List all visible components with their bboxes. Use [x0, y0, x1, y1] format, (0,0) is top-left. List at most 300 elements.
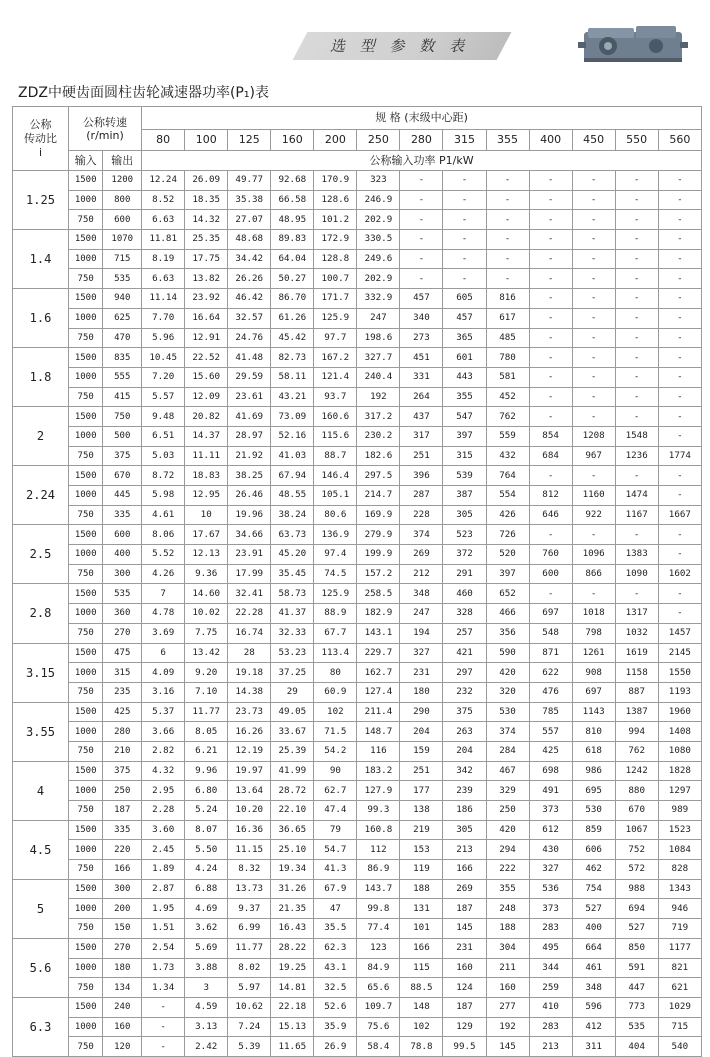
power-cell: 62.3	[314, 938, 357, 958]
power-cell: 148.7	[357, 722, 400, 742]
power-cell: -	[658, 426, 701, 446]
power-cell: 3.16	[142, 682, 185, 702]
power-cell: -	[529, 210, 572, 230]
power-cell: 320	[486, 682, 529, 702]
output-speed-cell: 670	[103, 466, 142, 486]
power-cell: 160.8	[357, 820, 400, 840]
power-cell: 396	[400, 466, 443, 486]
power-cell: 554	[486, 486, 529, 506]
power-cell: 994	[615, 722, 658, 742]
power-cell: 9.20	[185, 663, 228, 683]
power-cell: 198.6	[357, 328, 400, 348]
power-cell: 61.26	[271, 308, 314, 328]
power-cell: 2.82	[142, 741, 185, 761]
power-cell: 1667	[658, 505, 701, 525]
power-cell: 231	[400, 663, 443, 683]
input-speed-cell: 750	[68, 387, 102, 407]
power-cell: 14.38	[228, 682, 271, 702]
power-cell: 342	[443, 761, 486, 781]
power-cell: 5.57	[142, 387, 185, 407]
power-cell: 1343	[658, 879, 701, 899]
power-cell: 290	[400, 702, 443, 722]
power-cell: 36.65	[271, 820, 314, 840]
power-cell: 986	[572, 761, 615, 781]
power-cell: -	[572, 171, 615, 191]
power-cell: 247	[357, 308, 400, 328]
power-cell: 11.65	[271, 1037, 314, 1057]
power-cell: 60.9	[314, 682, 357, 702]
power-cell: 2.87	[142, 879, 185, 899]
power-cell: 13.64	[228, 781, 271, 801]
input-speed-header: 输入	[68, 151, 102, 171]
power-cell: 5.37	[142, 702, 185, 722]
output-speed-cell: 166	[103, 860, 142, 880]
power-cell: -	[529, 328, 572, 348]
power-cell: 67.9	[314, 879, 357, 899]
power-cell: 946	[658, 899, 701, 919]
power-cell: 6.88	[185, 879, 228, 899]
output-speed-cell: 535	[103, 269, 142, 289]
power-cell: 330.5	[357, 230, 400, 250]
power-cell: 762	[486, 407, 529, 427]
power-cell: 19.34	[271, 860, 314, 880]
power-cell: -	[658, 525, 701, 545]
power-cell: 780	[486, 348, 529, 368]
power-cell: 125.9	[314, 308, 357, 328]
size-header-280: 280	[400, 130, 443, 151]
table-row	[13, 407, 702, 427]
power-cell: 13.73	[228, 879, 271, 899]
input-speed-cell: 1000	[68, 781, 102, 801]
ratio-cell: 4.5	[13, 820, 69, 879]
power-cell: 828	[658, 860, 701, 880]
power-cell: 283	[529, 1017, 572, 1037]
power-cell: 12.24	[142, 171, 185, 191]
output-speed-cell: 187	[103, 801, 142, 821]
power-cell: 22.10	[271, 801, 314, 821]
power-cell: 162.7	[357, 663, 400, 683]
power-cell: 410	[529, 997, 572, 1017]
power-cell: 618	[572, 741, 615, 761]
output-speed-cell: 280	[103, 722, 142, 742]
power-cell: 1032	[615, 623, 658, 643]
power-cell: 37.25	[271, 663, 314, 683]
power-cell: -	[658, 348, 701, 368]
power-cell: 279.9	[357, 525, 400, 545]
power-cell: 3.62	[185, 919, 228, 939]
power-cell: 6.80	[185, 781, 228, 801]
power-cell: 10.02	[185, 604, 228, 624]
table-row	[13, 840, 702, 860]
power-cell: 854	[529, 426, 572, 446]
power-cell: 329	[486, 781, 529, 801]
power-cell: 25.35	[185, 230, 228, 250]
power-cell: 89.83	[271, 230, 314, 250]
power-cell: 467	[486, 761, 529, 781]
power-cell: 54.7	[314, 840, 357, 860]
power-cell: 397	[486, 564, 529, 584]
output-speed-cell: 210	[103, 741, 142, 761]
power-cell: 93.7	[314, 387, 357, 407]
power-cell: 4.24	[185, 860, 228, 880]
power-cell: 105.1	[314, 486, 357, 506]
size-header-100: 100	[185, 130, 228, 151]
power-cell: -	[529, 407, 572, 427]
power-cell: 187	[443, 997, 486, 1017]
input-speed-cell: 750	[68, 919, 102, 939]
power-cell: 523	[443, 525, 486, 545]
power-cell: 90	[314, 761, 357, 781]
power-cell: 4.59	[185, 997, 228, 1017]
power-cell: 113.4	[314, 643, 357, 663]
power-cell: 297.5	[357, 466, 400, 486]
power-cell: 10	[185, 505, 228, 525]
output-speed-cell: 500	[103, 426, 142, 446]
power-cell: -	[572, 269, 615, 289]
power-cell: 3.69	[142, 623, 185, 643]
power-cell: 559	[486, 426, 529, 446]
power-cell: 166	[443, 860, 486, 880]
power-cell: 102	[400, 1017, 443, 1037]
power-cell: 2.28	[142, 801, 185, 821]
power-cell: 447	[615, 978, 658, 998]
power-cell: 11.77	[185, 702, 228, 722]
power-cell: 548	[529, 623, 572, 643]
table-row	[13, 230, 702, 250]
power-cell: 213	[529, 1037, 572, 1057]
power-cell: 11.15	[228, 840, 271, 860]
power-cell: 211	[486, 958, 529, 978]
output-speed-cell: 160	[103, 1017, 142, 1037]
power-cell: 612	[529, 820, 572, 840]
power-cell: 437	[400, 407, 443, 427]
size-header-200: 200	[314, 130, 357, 151]
power-cell: 86.9	[357, 860, 400, 880]
power-cell: 697	[529, 604, 572, 624]
power-cell: 420	[486, 820, 529, 840]
power-cell: 1167	[615, 505, 658, 525]
input-speed-cell: 1500	[68, 879, 102, 899]
output-speed-cell: 235	[103, 682, 142, 702]
output-speed-cell: 120	[103, 1037, 142, 1057]
power-cell: 328	[443, 604, 486, 624]
ratio-header: 公称 传动比 i	[13, 107, 69, 171]
table-row	[13, 466, 702, 486]
output-speed-cell: 625	[103, 308, 142, 328]
power-cell: 317	[400, 426, 443, 446]
power-cell: 5.50	[185, 840, 228, 860]
input-speed-cell: 1500	[68, 938, 102, 958]
power-cell: 102	[314, 702, 357, 722]
power-cell: 71.5	[314, 722, 357, 742]
power-cell: 18.35	[185, 190, 228, 210]
power-cell: 34.66	[228, 525, 271, 545]
power-cell: 374	[400, 525, 443, 545]
power-cell: 412	[572, 1017, 615, 1037]
table-row	[13, 446, 702, 466]
power-cell: -	[486, 210, 529, 230]
power-cell: 24.76	[228, 328, 271, 348]
power-cell: 762	[615, 741, 658, 761]
power-cell: 12.19	[228, 741, 271, 761]
power-cell: 229.7	[357, 643, 400, 663]
power-cell: -	[615, 269, 658, 289]
power-cell: -	[658, 249, 701, 269]
power-cell: 695	[572, 781, 615, 801]
input-speed-cell: 1000	[68, 486, 102, 506]
power-cell: 327	[400, 643, 443, 663]
power-cell: -	[486, 269, 529, 289]
power-cell: -	[142, 1037, 185, 1057]
power-cell: 26.26	[228, 269, 271, 289]
power-cell: -	[572, 348, 615, 368]
power-cell: 41.99	[271, 761, 314, 781]
table-row	[13, 505, 702, 525]
power-cell: 5.96	[142, 328, 185, 348]
power-cell: 305	[443, 505, 486, 525]
power-cell: 145	[443, 919, 486, 939]
output-speed-cell: 220	[103, 840, 142, 860]
power-cell: 143.7	[357, 879, 400, 899]
power-cell: 461	[572, 958, 615, 978]
power-cell: 922	[572, 505, 615, 525]
power-cell: 5.24	[185, 801, 228, 821]
power-cell: 6.51	[142, 426, 185, 446]
power-cell: 7.70	[142, 308, 185, 328]
input-speed-cell: 1000	[68, 840, 102, 860]
table-row	[13, 348, 702, 368]
power-cell: 5.39	[228, 1037, 271, 1057]
power-cell: 387	[443, 486, 486, 506]
power-cell: 166	[400, 938, 443, 958]
power-cell: -	[572, 289, 615, 309]
input-speed-cell: 1000	[68, 367, 102, 387]
power-cell: 6.63	[142, 269, 185, 289]
power-cell: 180	[400, 682, 443, 702]
power-cell: 1018	[572, 604, 615, 624]
table-row	[13, 328, 702, 348]
power-cell: 425	[529, 741, 572, 761]
power-cell: 373	[529, 899, 572, 919]
table-row	[13, 801, 702, 821]
ratio-cell: 1.8	[13, 348, 69, 407]
input-speed-cell: 1000	[68, 722, 102, 742]
power-cell: 617	[486, 308, 529, 328]
power-cell: 16.64	[185, 308, 228, 328]
power-cell: -	[615, 367, 658, 387]
power-cell: 11.14	[142, 289, 185, 309]
output-speed-cell: 180	[103, 958, 142, 978]
power-cell: 263	[443, 722, 486, 742]
power-cell: 32.33	[271, 623, 314, 643]
power-cell: 64.04	[271, 249, 314, 269]
power-cell: -	[615, 584, 658, 604]
power-cell: 491	[529, 781, 572, 801]
power-cell: 2.45	[142, 840, 185, 860]
power-cell: 457	[400, 289, 443, 309]
power-cell: 10.45	[142, 348, 185, 368]
power-cell: 183.2	[357, 761, 400, 781]
power-cell: 12.09	[185, 387, 228, 407]
output-speed-cell: 375	[103, 446, 142, 466]
power-cell: 35.9	[314, 1017, 357, 1037]
power-cell: 715	[658, 1017, 701, 1037]
size-header-355: 355	[486, 130, 529, 151]
power-cell: 136.9	[314, 525, 357, 545]
power-cell: 109.7	[357, 997, 400, 1017]
power-cell: 97.7	[314, 328, 357, 348]
input-speed-cell: 1500	[68, 997, 102, 1017]
table-row	[13, 741, 702, 761]
input-speed-cell: 1500	[68, 289, 102, 309]
power-cell: -	[658, 289, 701, 309]
power-cell: 7.75	[185, 623, 228, 643]
power-cell: 785	[529, 702, 572, 722]
power-cell: 430	[529, 840, 572, 860]
input-speed-cell: 1000	[68, 663, 102, 683]
power-cell: 188	[400, 879, 443, 899]
table-row	[13, 210, 702, 230]
power-cell: 246.9	[357, 190, 400, 210]
power-cell: 2145	[658, 643, 701, 663]
power-cell: 694	[615, 899, 658, 919]
power-cell: 19.97	[228, 761, 271, 781]
power-cell: 420	[486, 663, 529, 683]
power-cell: -	[572, 584, 615, 604]
power-cell: 19.18	[228, 663, 271, 683]
power-cell: 6.99	[228, 919, 271, 939]
input-speed-cell: 1500	[68, 525, 102, 545]
power-cell: 121.4	[314, 367, 357, 387]
power-cell: 248	[486, 899, 529, 919]
output-speed-cell: 375	[103, 761, 142, 781]
power-cell: 2.95	[142, 781, 185, 801]
input-speed-cell: 1000	[68, 604, 102, 624]
power-cell: 188	[486, 919, 529, 939]
input-speed-cell: 1500	[68, 643, 102, 663]
power-cell: 664	[572, 938, 615, 958]
power-cell: 19.25	[271, 958, 314, 978]
power-cell: 27.07	[228, 210, 271, 230]
power-cell: 8.02	[228, 958, 271, 978]
input-speed-cell: 750	[68, 860, 102, 880]
power-cell: 22.52	[185, 348, 228, 368]
power-cell: 1.89	[142, 860, 185, 880]
power-cell: 7.24	[228, 1017, 271, 1037]
power-cell: 169.9	[357, 505, 400, 525]
power-cell: 989	[658, 801, 701, 821]
power-cell: 73.09	[271, 407, 314, 427]
power-cell: 101.2	[314, 210, 357, 230]
power-cell: 33.67	[271, 722, 314, 742]
power-cell: 257	[443, 623, 486, 643]
power-cell: 754	[572, 879, 615, 899]
power-cell: 171.7	[314, 289, 357, 309]
power-cell: 204	[400, 722, 443, 742]
power-cell: 10.62	[228, 997, 271, 1017]
power-cell: 404	[615, 1037, 658, 1057]
output-speed-cell: 750	[103, 407, 142, 427]
power-cell: -	[615, 210, 658, 230]
table-row	[13, 171, 702, 191]
power-cell: 269	[400, 545, 443, 565]
power-cell: 2.42	[185, 1037, 228, 1057]
input-speed-cell: 1500	[68, 702, 102, 722]
power-cell: 231	[443, 938, 486, 958]
table-row	[13, 604, 702, 624]
power-cell: 476	[529, 682, 572, 702]
power-cell: 167.2	[314, 348, 357, 368]
power-cell: 16.36	[228, 820, 271, 840]
power-cell: 773	[615, 997, 658, 1017]
power-cell: 1550	[658, 663, 701, 683]
power-cell: 9.36	[185, 564, 228, 584]
power-cell: 192	[357, 387, 400, 407]
power-cell: 35.5	[314, 919, 357, 939]
output-speed-cell: 445	[103, 486, 142, 506]
banner-title: 选 型 参 数 表	[330, 37, 470, 55]
power-cell: 38.25	[228, 466, 271, 486]
power-cell: 2.54	[142, 938, 185, 958]
output-speed-cell: 270	[103, 623, 142, 643]
output-speed-cell: 1070	[103, 230, 142, 250]
power-cell: 9.96	[185, 761, 228, 781]
power-cell: 172.9	[314, 230, 357, 250]
power-cell: -	[400, 249, 443, 269]
power-cell: 1084	[658, 840, 701, 860]
power-cell: -	[400, 190, 443, 210]
power-cell: 530	[572, 801, 615, 821]
power-cell: 212	[400, 564, 443, 584]
output-speed-cell: 150	[103, 919, 142, 939]
power-cell: 536	[529, 879, 572, 899]
table-row	[13, 584, 702, 604]
power-cell: 305	[443, 820, 486, 840]
power-cell: 3	[185, 978, 228, 998]
power-cell: 9.37	[228, 899, 271, 919]
power-cell: 297	[443, 663, 486, 683]
input-speed-cell: 750	[68, 741, 102, 761]
power-cell: -	[658, 486, 701, 506]
power-cell: 443	[443, 367, 486, 387]
power-cell: -	[615, 387, 658, 407]
table-row	[13, 820, 702, 840]
power-cell: -	[529, 190, 572, 210]
power-cell: 8.32	[228, 860, 271, 880]
table-row	[13, 308, 702, 328]
power-cell: 116	[357, 741, 400, 761]
power-cell: 128.6	[314, 190, 357, 210]
power-cell: 15.60	[185, 367, 228, 387]
power-cell: 214.7	[357, 486, 400, 506]
table-row	[13, 879, 702, 899]
power-cell: 157.2	[357, 564, 400, 584]
power-cell: 240.4	[357, 367, 400, 387]
power-cell: 75.6	[357, 1017, 400, 1037]
power-cell: -	[529, 466, 572, 486]
power-cell: 7	[142, 584, 185, 604]
power-cell: 355	[486, 879, 529, 899]
power-cell: 48.68	[228, 230, 271, 250]
power-cell: 1297	[658, 781, 701, 801]
power-cell: 821	[658, 958, 701, 978]
power-cell: 32.5	[314, 978, 357, 998]
power-cell: -	[572, 210, 615, 230]
output-speed-cell: 134	[103, 978, 142, 998]
power-cell: 250	[486, 801, 529, 821]
input-speed-cell: 750	[68, 801, 102, 821]
power-cell: 4.69	[185, 899, 228, 919]
